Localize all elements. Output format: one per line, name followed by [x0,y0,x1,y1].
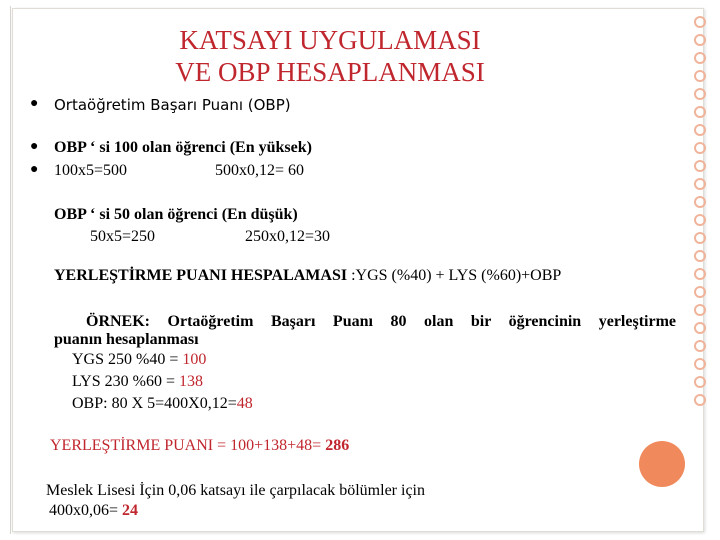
ring-icon [694,268,706,280]
vocational-line1: Meslek Lisesi İçin 0,06 katsayı ile çarpılacak bölümler için [46,482,425,499]
example-lys [72,373,203,391]
ring-icon [694,124,706,136]
lowest-calc2: 250x0,12=30 [245,228,331,245]
page-title-line1: KATSAYI UYGULAMASI [179,25,481,55]
ring-icon [694,106,706,118]
ring-icon [694,88,706,100]
ring-icon [694,142,706,154]
bullet-icon: ● [30,139,39,154]
ring-icon [694,214,706,226]
lowest-student-heading: OBP ‘ si 50 olan öğrenci (En düşük) [54,206,298,223]
highest-calc2: 500x0,12= 60 [215,162,305,179]
vocational-line2-text: 400x0,06= [49,502,123,519]
ring-icon [694,70,706,82]
ring-icon [694,394,706,406]
decorative-rings [686,16,714,412]
ring-icon [694,286,706,298]
example-ygs-value: 100 [182,351,207,368]
ring-icon [694,232,706,244]
placement-formula-text: :YGS (%40) + LYS (%60)+OBP [347,267,562,284]
accent-circle [639,441,685,487]
obp-definition: Ortaöğretim Başarı Puanı (OBP) [54,96,291,114]
page-title-line2: VE OBP HESAPLANMASI [175,57,485,87]
ring-icon [694,52,706,64]
example-lys-text: LYS 230 %60 = [72,373,179,390]
highest-calc1: 100x5=500 [54,162,128,179]
placement-formula-label: YERLEŞTİRME PUANI HESPALAMASI [54,267,348,284]
ring-icon [694,358,706,370]
example-ygs-text: YGS 250 %40 = [72,351,183,368]
example-lys-value: 138 [178,373,203,390]
bullet-icon: ● [30,162,39,177]
ring-icon [694,178,706,190]
bullet-icon: ● [30,96,39,111]
ring-icon [694,340,706,352]
placement-total [50,437,349,455]
vocational-line2-value: 24 [122,502,139,519]
vocational-line2 [49,502,138,520]
placement-total-value: 286 [325,437,350,454]
lowest-calc1: 50x5=250 [90,228,156,245]
example-obp [72,395,253,413]
placement-total-text: YERLEŞTİRME PUANI = 100+138+48= [50,437,326,454]
ring-icon [694,160,706,172]
example-line2: puanın hesaplanması [54,331,199,348]
example-obp-value: 48 [236,395,253,412]
example-line1: ÖRNEK: Ortaöğretim Başarı Puanı 80 olan bir öğrencinin yerleştirme [86,313,676,330]
ring-icon [694,196,706,208]
highest-student-heading: OBP ‘ si 100 olan öğrenci (En yüksek) [54,139,312,156]
example-obp-text: OBP: 80 X 5=400X0,12= [72,395,237,412]
ring-icon [694,304,706,316]
ring-icon [694,34,706,46]
ring-icon [694,322,706,334]
example-ygs [72,351,206,369]
ring-icon [694,250,706,262]
ring-icon [694,376,706,388]
placement-formula [54,267,561,285]
ring-icon [694,16,706,28]
